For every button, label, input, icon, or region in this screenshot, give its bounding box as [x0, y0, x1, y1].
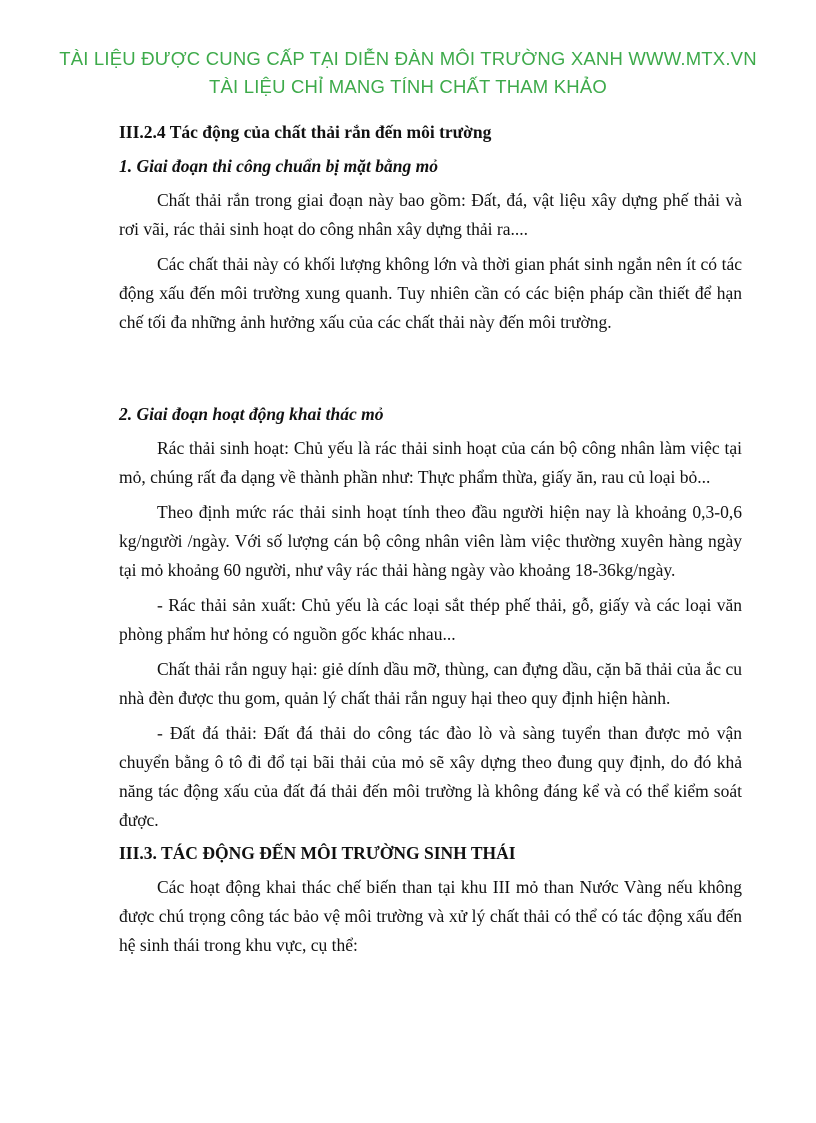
paragraph: - Đất đá thải: Đất đá thải do công tác đào lò và sàng tuyển than được mỏ vận chuyển bằng ô tô đi đổ tại bãi thải của mỏ sẽ xây dựng theo đung quy định, do đó khả năng tác động xấu của đất đá thải đến môi trường là không đáng kể và có thể kiểm soát được.	[119, 723, 742, 830]
paragraph: Các hoạt động khai thác chế biến than tại khu III mỏ than Nước Vàng nếu không được chú trọng công tác bảo vệ môi trường và xử lý chất thải có thể có tác động xấu đến hệ sinh thái trong khu vực, cụ thể:	[119, 877, 742, 955]
section-heading-224: III.2.4 Tác động của chất thải rắn đến môi trường	[119, 122, 492, 142]
paragraph: Chất thải rắn trong giai đoạn này bao gồm: Đất, đá, vật liệu xây dựng phế thải và rơi vãi, rác thải sinh hoạt do công nhân xây dựng thải ra....	[119, 190, 742, 239]
paragraph: - Rác thải sản xuất: Chủ yếu là các loại sắt thép phế thải, gỗ, giấy và các loại văn phòng phẩm hư hỏng có nguồn gốc khác nhau...	[119, 595, 742, 644]
watermark-line-2: TÀI LIỆU CHỈ MANG TÍNH CHẤT THAM KHẢO	[208, 76, 607, 97]
subsection-heading-2: 2. Giai đoạn hoạt động khai thác mỏ	[119, 404, 384, 424]
paragraph: Các chất thải này có khối lượng không lớn và thời gian phát sinh ngắn nên ít có tác động xấu đến môi trường xung quanh. Tuy nhiên cần có các biện pháp cần thiết để hạn chế tối đa những ảnh hưởng xấu của các chất thải này đến môi trường.	[119, 254, 742, 332]
watermark-line-1: TÀI LIỆU ĐƯỢC CUNG CẤP TẠI DIỄN ĐÀN MÔI TRƯỜNG XANH WWW.MTX.VN	[59, 48, 757, 69]
paragraph: Rác thải sinh hoạt: Chủ yếu là rác thải sinh hoạt của cán bộ công nhân làm việc tại mỏ, chúng rất đa dạng về thành phần như: Thực phẩm thừa, giấy ăn, rau củ loại bỏ...	[119, 438, 742, 487]
paragraph: Theo định mức rác thải sinh hoạt tính theo đầu người hiện nay là khoảng 0,3-0,6 kg/người /ngày. Với số lượng cán bộ công nhân viên làm việc thường xuyên hàng ngày tại mỏ khoảng 60 người, như vây rác thải hàng ngày vào khoảng 18-36kg/ngày.	[119, 502, 742, 580]
subsection-heading-1: 1. Giai đoạn thi công chuẩn bị mặt bằng mỏ	[119, 156, 438, 176]
paragraph: Chất thải rắn nguy hại: giẻ dính dầu mỡ, thùng, can đựng dầu, cặn bã thải của ắc cu nhà đèn được thu gom, quản lý chất thải rắn nguy hại theo quy định hiện hành.	[119, 659, 742, 708]
section-heading-33: III.3. TÁC ĐỘNG ĐẾN MÔI TRƯỜNG SINH THÁI	[119, 843, 516, 863]
document-body	[119, 120, 742, 960]
